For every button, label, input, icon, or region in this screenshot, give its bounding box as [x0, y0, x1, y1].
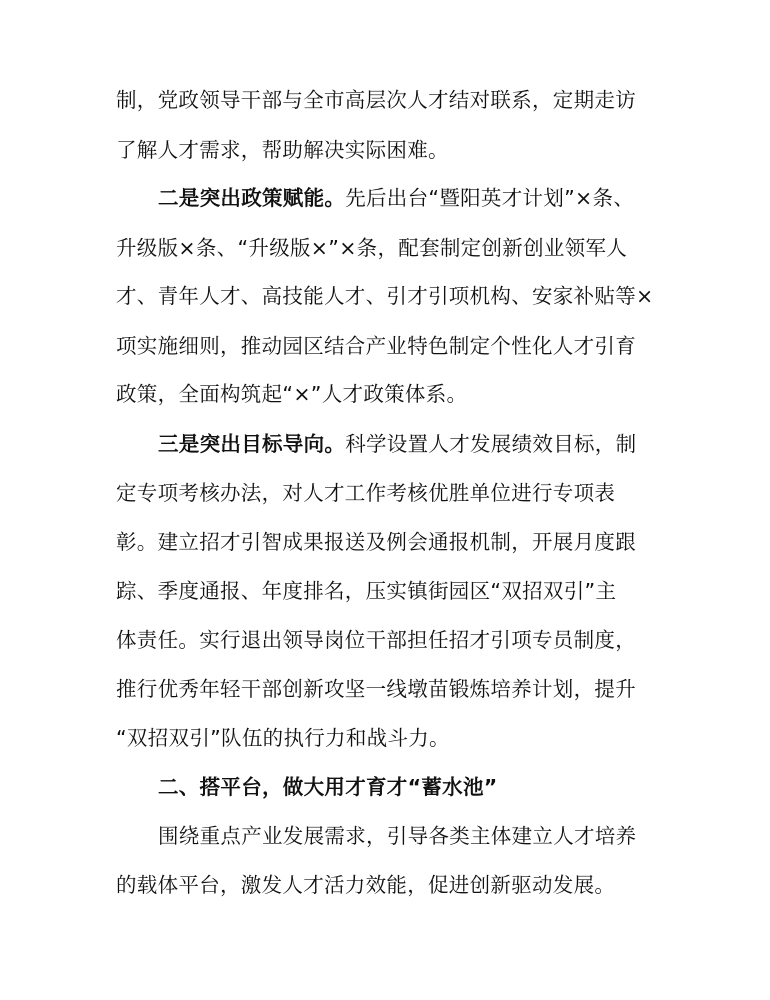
text-line: 制，党政领导干部与全市高层次人才结对联系，定期走访: [116, 88, 636, 112]
text-line: 彰。建立招才引智成果报送及例会通报机制，开展月度跟: [116, 530, 636, 554]
paragraph-2-first-line: [158, 184, 718, 212]
text-line: 定专项考核办法，对人才工作考核优胜单位进行专项表: [116, 481, 616, 505]
text-line: 政策，全面构筑起“×”人才政策体系。: [116, 382, 468, 406]
text-line: 踪、季度通报、年度排名，压实镇街园区“双招双引”主: [116, 579, 617, 603]
paragraph-2-heading: 二是突出政策赋能。: [158, 186, 346, 210]
text-line: 的载体平台，激发人才活力效能，促进创新驱动发展。: [116, 873, 616, 897]
text-segment: 科学设置人才发展绩效目标，制: [345, 432, 637, 456]
text-line: 推行优秀年轻干部创新攻坚一线墩苗锻炼培养计划，提升: [116, 677, 636, 701]
text-line: “双招双引”队伍的执行力和战斗力。: [116, 726, 450, 750]
text-line: 围绕重点产业发展需求，引导各类主体建立人才培养: [158, 824, 637, 848]
text-line: 才、青年人才、高技能人才、引才引项机构、安家补贴等×: [116, 284, 654, 308]
paragraph-3-first-line: [158, 430, 718, 458]
text-line: 升级版×条、“升级版×”×条，配套制定创新创业领军人: [116, 236, 628, 260]
text-segment: 先后出台“暨阳英才计划”×条、: [345, 186, 635, 210]
section-heading: 二、搭平台，做大用才育才“蓄水池”: [158, 775, 498, 799]
paragraph-3-heading: 三是突出目标导向。: [158, 432, 346, 456]
text-line: 项实施细则，推动园区结合产业特色制定个性化人才引育: [116, 334, 636, 358]
text-line: 了解人才需求，帮助解决实际困难。: [116, 138, 449, 162]
text-line: 体责任。实行退出领导岗位干部担任招才引项专员制度，: [116, 628, 636, 652]
